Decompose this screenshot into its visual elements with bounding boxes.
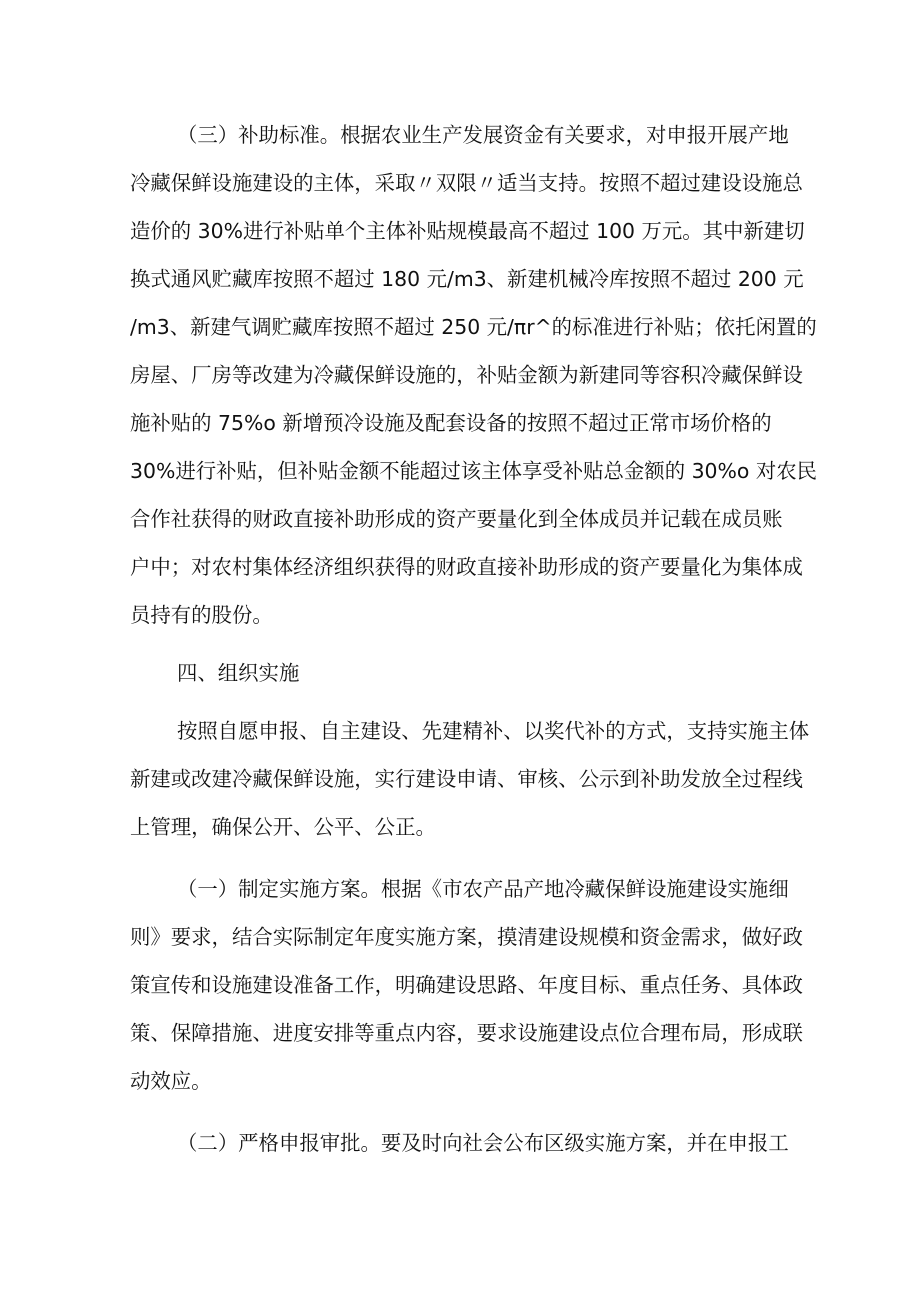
paragraph-line: 则》要求，结合实际制定年度实施方案，摸清建设规模和资金需求，做好政 [130,925,803,949]
paragraph-line: 合作社获得的财政直接补助形成的资产要量化到全体成员并记载在成员账 [130,507,783,531]
paragraph-line: 30%进行补贴，但补贴金额不能超过该主体享受补贴总金额的 30%o 对农民 [130,459,818,483]
paragraph-line: （三）补助标准。根据农业生产发展资金有关要求，对申报开展产地 [177,123,789,147]
paragraph-line: 换式通风贮藏库按照不超过 180 元/m3、新建机械冷库按照不超过 200 元 [130,267,804,291]
paragraph-line: 房屋、厂房等改建为冷藏保鲜设施的，补贴金额为新建同等容积冷藏保鲜设 [130,363,803,387]
paragraph-line: 策、保障措施、进度安排等重点内容，要求设施建设点位合理布局，形成联 [130,1021,803,1045]
section-heading: 四、组织实施 [177,661,300,685]
paragraph-line: 造价的 30%进行补贴单个主体补贴规模最高不超过 100 万元。其中新建切 [130,219,805,243]
paragraph-line: 动效应。 [130,1069,212,1093]
paragraph-line: 施补贴的 75%o 新增预冷设施及配套设备的按照不超过正常市场价格的 [130,411,772,435]
paragraph-line: （二）严格申报审批。要及时向社会公布区级实施方案，并在申报工 [177,1131,789,1155]
paragraph-line: 新建或改建冷藏保鲜设施，实行建设申请、审核、公示到补助发放全过程线 [130,767,803,791]
paragraph-line: 策宣传和设施建设准备工作，明确建设思路、年度目标、重点任务、具体政 [130,973,803,997]
paragraph-line: /m3、新建气调贮藏库按照不超过 250 元/πr^的标准进行补贴；依托闲置的 [130,315,817,339]
paragraph-line: （一）制定实施方案。根据《市农产品产地冷藏保鲜设施建设实施细 [177,877,789,901]
paragraph-line: 员持有的股份。 [130,603,273,627]
paragraph-line: 冷藏保鲜设施建设的主体，采取〃双限〃适当支持。按照不超过建设设施总 [130,171,803,195]
paragraph-line: 上管理，确保公开、公平、公正。 [130,815,436,839]
paragraph-line: 户中；对农村集体经济组织获得的财政直接补助形成的资产要量化为集体成 [130,555,803,579]
paragraph-line: 按照自愿申报、自主建设、先建精补、以奖代补的方式，支持实施主体 [177,719,810,743]
